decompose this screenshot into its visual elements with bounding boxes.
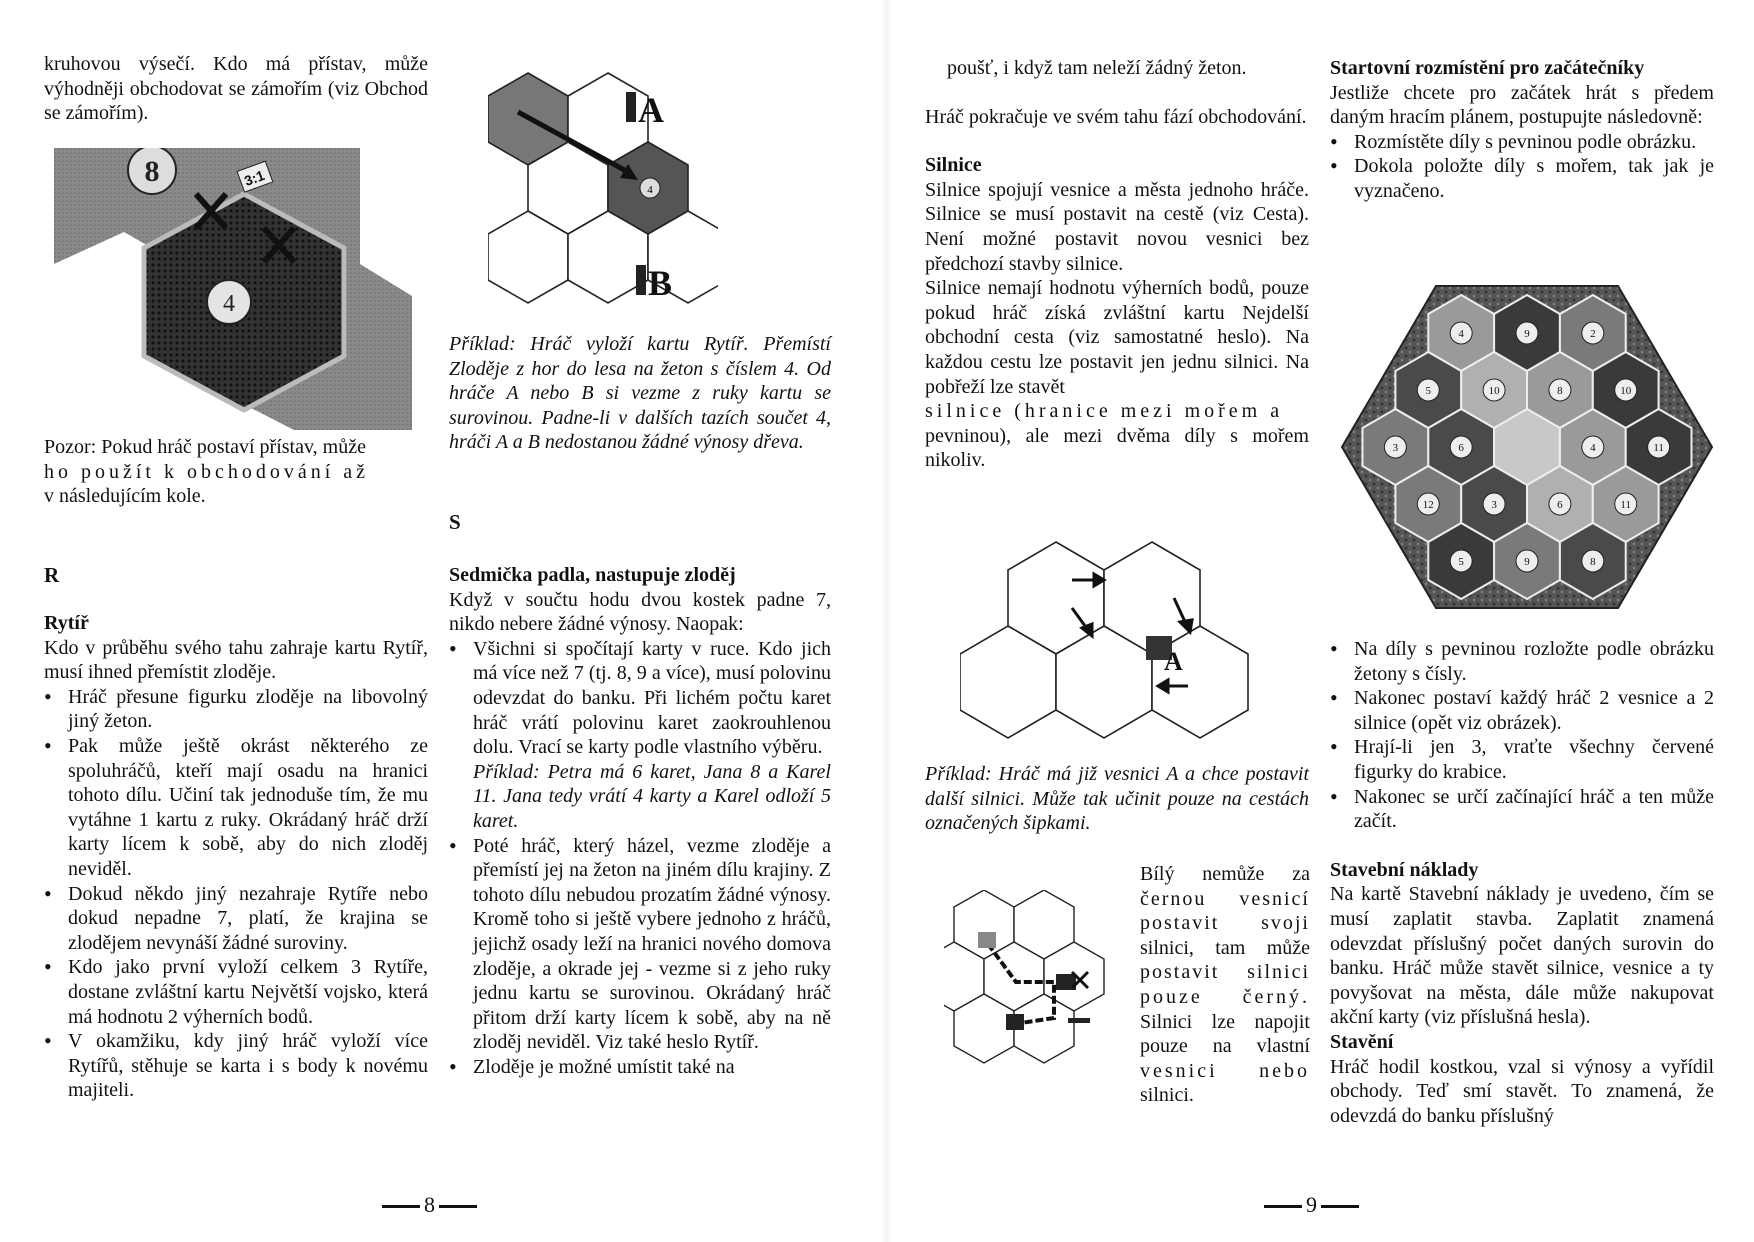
list-item: • Zloděje je možné umístit také na bbox=[449, 1055, 831, 1080]
section-letter-s: S bbox=[449, 510, 461, 534]
white-text-line: vesnici nebo bbox=[1140, 1059, 1310, 1082]
road-figure bbox=[960, 538, 1252, 750]
page-number-right bbox=[1260, 1192, 1363, 1218]
label-a: A bbox=[638, 90, 664, 130]
rytir-block bbox=[44, 611, 428, 1103]
silnice-p2-end: pevninou), ale mezi dvěma díly s mořem nikoliv. bbox=[925, 424, 1309, 472]
rytir-heading: Rytíř bbox=[44, 612, 89, 634]
rytir-intro: Kdo v průběhu svého tahu zahraje kartu Rytíř, musí ihned přemístit zloděje. bbox=[44, 636, 428, 684]
number-token-label: 5 bbox=[1458, 556, 1464, 568]
rytir-list bbox=[44, 685, 428, 1103]
sedmicka-heading: Sedmička padla, nastupuje zloděj bbox=[449, 564, 736, 586]
number-token-label: 3 bbox=[1392, 442, 1399, 454]
settlement-b-icon bbox=[636, 265, 646, 295]
sedmicka-block bbox=[449, 563, 831, 1079]
white-text-line: Bílý nemůže za bbox=[1140, 863, 1310, 885]
list-item: • Hrají-li jen 3, vraťte všechny červené figurky do krabice. bbox=[1330, 735, 1714, 784]
number-token-label: 4 bbox=[1458, 328, 1464, 340]
list-item: • V okamžiku, kdy jiný hráč vyloží více Rytířů, stěhuje se karta i s body k novému majiteli. bbox=[44, 1029, 428, 1103]
black-settlement-icon bbox=[1006, 1014, 1024, 1030]
list-item: • Poté hráč, který házel, vezme zloděje a přemístí jej na žeton na jiném dílu krajiny. Z tohoto dílu nebudou prozatím žádné výnosy. Kromě toho si ještě vybere jednoho z hráčů, jejichž osady leží na hranici nového domova zloděje, a okrade jej - vezme si z jeho ruky jednu kartu se surovinou. Okrádaný hráč přitom drží karty lícem k sobě, aby na ně zloděj neviděl. Viz také heslo Rytíř. bbox=[449, 834, 831, 1055]
white-black-figure bbox=[944, 890, 1122, 1090]
white-text-line: silnici. bbox=[1140, 1084, 1194, 1107]
number-token-label: 11 bbox=[1653, 442, 1664, 454]
list-item-text: Všichni si spočítají karty v ruce. Kdo jich má více než 7 (tj. 8, 9 a více), musí polovinu odevzdat do banku. Při lichém počtu karet hráč vrátí polovinu karet zaokrouhlenou dolu. Vrací se karty podle vlastního výběru. bbox=[473, 637, 831, 759]
list-item: • Pak může ještě okrást některého ze spoluhráčů, kteří mají osadu na hranici tohoto dílu. Učiní tak jednoduše tím, že mu vytáhne 1 kartu z ruky. Okrádaný hráč drží karty lícem k sobě, aby do nich zloděj neviděl. bbox=[44, 734, 428, 882]
pozor-line-3: v následujícím kole. bbox=[44, 485, 206, 508]
silnice-p2-spaced: silnice (hranice mezi mořem a bbox=[925, 400, 1284, 423]
black-road-icon bbox=[1068, 1018, 1090, 1023]
pozor-line-2: ho použít k obchodování až bbox=[44, 460, 370, 483]
label-b: B bbox=[648, 263, 673, 303]
list-item: • Na díly s pevninou rozložte podle obrázku žetony s čísly. bbox=[1330, 637, 1714, 686]
page-number-text: 8 bbox=[424, 1192, 435, 1217]
number-token-label: 6 bbox=[1458, 442, 1464, 454]
list-item: • Kdo jako první vyloží celkem 3 Rytíře, dostane zvláštní kartu Největší vojsko, která má hodnotu 2 výherních bodů. bbox=[44, 955, 428, 1029]
right-col-1 bbox=[925, 56, 1309, 473]
board-figure bbox=[1340, 282, 1714, 612]
ratio-label: 3:1 bbox=[242, 166, 267, 189]
settlement-a-icon bbox=[626, 92, 636, 122]
white-text-line: postavit silnici bbox=[1140, 961, 1310, 984]
number-token-label: 12 bbox=[1422, 499, 1434, 511]
start-heading: Startovní rozmístění pro začátečníky bbox=[1330, 57, 1645, 79]
number-token-label: 9 bbox=[1524, 556, 1530, 568]
list-item: • Rozmístěte díly s pevninou podle obrázku. bbox=[1330, 130, 1714, 155]
token-8: 8 bbox=[144, 155, 160, 188]
list-item: • Hráč přesune figurku zloděje na libovolný jiný žeton. bbox=[44, 685, 428, 734]
list-item: • Dokud někdo jiný nezahraje Rytíře nebo dokud nepadne 7, platí, že krajina se zlodějem nevynáší žádné suroviny. bbox=[44, 882, 428, 956]
start-block-b bbox=[1330, 637, 1714, 1128]
page-number-text: 9 bbox=[1306, 1192, 1317, 1217]
list-item: • Nakonec se určí začínající hráč a ten může začít. bbox=[1330, 785, 1714, 834]
pozor-line-1: Pozor: Pokud hráč postaví přístav, může bbox=[44, 436, 366, 458]
harbor-figure bbox=[54, 148, 412, 430]
start-list-a bbox=[1330, 130, 1714, 204]
list-item: • Nakonec postaví každý hráč 2 vesnice a 2 silnice (opět viz obrázek). bbox=[1330, 686, 1714, 735]
page-number-left bbox=[378, 1192, 481, 1218]
robber-figure bbox=[488, 60, 718, 320]
road-example bbox=[925, 762, 1309, 836]
section-r bbox=[44, 563, 59, 589]
start-list-b bbox=[1330, 637, 1714, 834]
white-text-line: pouze černý. bbox=[1140, 985, 1310, 1008]
example-text: Příklad: Hráč má již vesnici A a chce postavit další silnici. Může tak učinit pouze na cestách označených šipkami. bbox=[925, 763, 1309, 835]
sedmicka-intro: Když v součtu hodu dvou kostek padne 7, nikdo nebere žádné výnosy. Naopak: bbox=[449, 588, 831, 636]
start-block bbox=[1330, 56, 1714, 204]
start-intro: Jestliže chcete pro začátek hrát s předem daným hracím plánem, postupujte následovně: bbox=[1330, 81, 1714, 129]
silnice-p1: Silnice spojují vesnice a města jednoho hráče. Silnice se musí postavit na cestě (viz Cesta). Není možné postavit novou vesnici bez předchozí stavby silnice. bbox=[925, 178, 1309, 275]
sedmicka-list bbox=[449, 637, 831, 1080]
number-token-label: 8 bbox=[1590, 556, 1596, 568]
page-gutter bbox=[882, 0, 892, 1242]
naklady-text: Na kartě Stavební náklady je uvedeno, čím se musí zaplatit stavba. Zaplatit znamená odevzdat příslušný počet daných surovin do banku. Hráč může stavět silnice, vesnice a ty povyšovat na města, dále může nakupovat akční karty (viz příslušná hesla). bbox=[1330, 883, 1714, 1029]
white-text-line: pouze na vlastní bbox=[1140, 1035, 1310, 1058]
harbor-text: kruhovou výsečí. Kdo má přístav, může výhodněji obchodovat se zámořím (viz Obchod se zámořím). bbox=[44, 53, 428, 125]
staveni-heading: Stavění bbox=[1330, 1030, 1394, 1053]
example-text: Příklad: Hráč vyloží kartu Rytíř. Přemístí Zloděje z hor do lesa na žeton s číslem 4. Od hráče A nebo B si vezme z ruky kartu se surovinou. Padne-li v dalších tazích součet 4, hráči A a B nedostanou žádné výnosy dřeva. bbox=[449, 333, 831, 454]
section-s bbox=[449, 510, 461, 536]
white-settlement-icon bbox=[978, 932, 996, 948]
number-token-label: 6 bbox=[1557, 499, 1563, 511]
staveni-text: Hráč hodil kostkou, vzal si výnosy a vyřídil obchody. Teď smí stavět. To znamená, že odevzdá do banku příslušný bbox=[1330, 1055, 1714, 1127]
label-a: A bbox=[1164, 647, 1183, 676]
number-token-label: 3 bbox=[1491, 499, 1497, 511]
number-token-label: 8 bbox=[1557, 385, 1563, 397]
silnice-p2: Silnice nemají hodnotu výherních bodů, pouze pokud hráč získá zvláštní kartu Nejdelší obchodní cesta (viz samostatné heslo). Na každou cestu lze postavit jen jednu silnici. Na pobřeží lze stavět bbox=[925, 277, 1309, 398]
white-text-line: silnici, tam může bbox=[1140, 936, 1310, 959]
number-token-label: 10 bbox=[1620, 385, 1632, 397]
token-4: 4 bbox=[647, 184, 653, 196]
white-text-line: černou vesnicí bbox=[1140, 887, 1310, 910]
naklady-heading: Stavební náklady bbox=[1330, 858, 1479, 881]
number-token-label: 10 bbox=[1488, 385, 1500, 397]
token-4: 4 bbox=[223, 291, 235, 317]
number-token-label: 11 bbox=[1620, 499, 1632, 511]
white-text-line: postavit svoji bbox=[1140, 912, 1310, 935]
number-token-label: 5 bbox=[1425, 385, 1432, 397]
list-item-example: Příklad: Petra má 6 karet, Jana 8 a Karel 11. Jana tedy vrátí 4 karty a Karel odloží 5 karet. bbox=[473, 760, 831, 832]
list-item bbox=[449, 637, 831, 834]
section-letter-r: R bbox=[44, 563, 60, 587]
white-text-line: Silnici lze napojit bbox=[1140, 1010, 1310, 1033]
poust-text: poušť, i když tam neleží žádný žeton. bbox=[947, 57, 1247, 79]
number-token-label: 2 bbox=[1590, 328, 1596, 340]
white-text-block bbox=[1140, 862, 1310, 1108]
silnice-heading: Silnice bbox=[925, 154, 982, 177]
pokracuje-text: Hráč pokračuje ve svém tahu fází obchodování. bbox=[925, 105, 1307, 128]
list-item: • Dokola položte díly s mořem, tak jak je vyznačeno. bbox=[1330, 154, 1714, 203]
number-token-label: 4 bbox=[1590, 442, 1596, 454]
robber-example bbox=[449, 332, 831, 455]
pozor-block bbox=[44, 435, 428, 509]
left-col-1 bbox=[44, 52, 428, 126]
number-token-label: 9 bbox=[1524, 328, 1530, 340]
